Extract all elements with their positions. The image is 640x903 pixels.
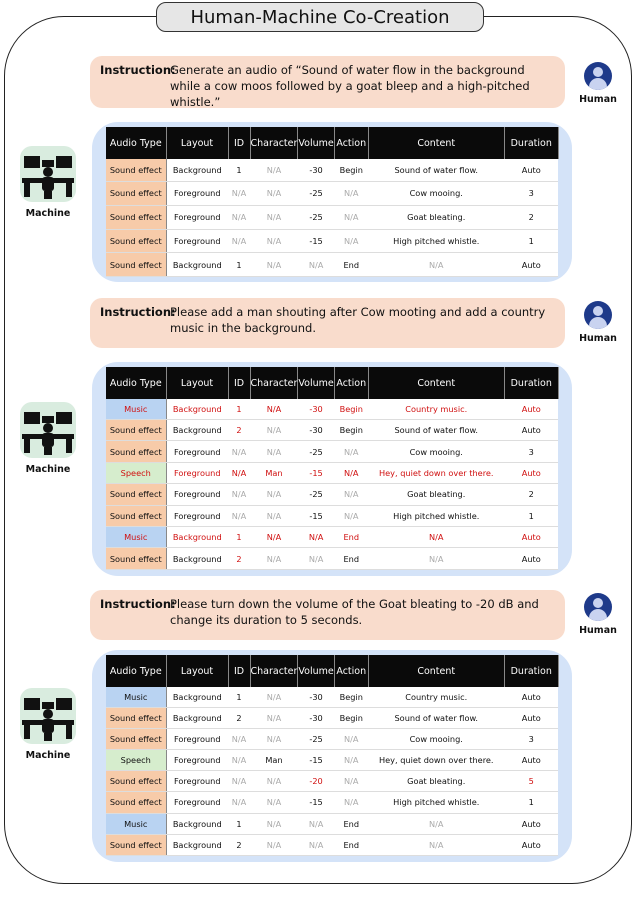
volume-cell: N/A — [298, 834, 334, 855]
action-cell: N/A — [334, 441, 368, 462]
header-content: Content — [368, 655, 504, 687]
layout-cell: Foreground — [166, 441, 228, 462]
table-row — [106, 229, 558, 253]
layout-cell: Background — [166, 399, 228, 419]
content-cell: Cow mooing. — [368, 728, 504, 749]
audio-type-cell: Sound effect — [106, 707, 166, 728]
audio-type-cell: Sound effect — [106, 484, 166, 505]
character-cell: N/A — [250, 205, 298, 229]
character-cell: Man — [250, 462, 298, 483]
duration-cell: Auto — [504, 159, 558, 182]
id-cell: N/A — [228, 205, 250, 229]
id-cell: N/A — [228, 229, 250, 253]
human-icon — [584, 62, 612, 90]
audio-type-cell: Sound effect — [106, 728, 166, 749]
content-cell: N/A — [368, 253, 504, 277]
character-cell: N/A — [250, 419, 298, 440]
header-layout: Layout — [166, 127, 228, 159]
machine-label: Machine — [25, 750, 71, 761]
machine-icon — [20, 146, 76, 202]
content-cell: N/A — [368, 834, 504, 855]
header-action: Action — [334, 655, 368, 687]
content-cell: Goat bleating. — [368, 205, 504, 229]
table-row — [106, 419, 558, 440]
header-audio-type: Audio Type — [106, 367, 166, 399]
machine-1 — [18, 146, 78, 219]
duration-cell: 1 — [504, 229, 558, 253]
machine-label: Machine — [25, 208, 71, 219]
content-cell: High pitched whistle. — [368, 505, 504, 526]
human-1 — [578, 62, 618, 105]
volume-cell: -15 — [298, 792, 334, 813]
header-audio-type: Audio Type — [106, 127, 166, 159]
table-row — [106, 771, 558, 792]
duration-cell: Auto — [504, 399, 558, 419]
audio-type-cell: Sound effect — [106, 229, 166, 253]
volume-cell: -25 — [298, 182, 334, 206]
human-icon — [584, 301, 612, 329]
volume-cell: N/A — [298, 253, 334, 277]
table-row — [106, 182, 558, 206]
layout-cell: Foreground — [166, 462, 228, 483]
table-row — [106, 548, 558, 570]
action-cell: N/A — [334, 229, 368, 253]
id-cell: 1 — [228, 399, 250, 419]
instruction-text: Please turn down the volume of the Goat bleating to -20 dB and change its duration to 5 seconds. — [170, 597, 539, 627]
audio-type-cell: Sound effect — [106, 505, 166, 526]
volume-cell: N/A — [298, 548, 334, 570]
volume-cell: -30 — [298, 399, 334, 419]
layout-cell: Foreground — [166, 484, 228, 505]
character-cell: N/A — [250, 527, 298, 548]
action-cell: N/A — [334, 462, 368, 483]
layout-cell: Background — [166, 834, 228, 855]
audio-type-cell: Music — [106, 687, 166, 707]
header-id: ID — [228, 127, 250, 159]
content-cell: Country music. — [368, 399, 504, 419]
audio-script-table — [106, 127, 559, 277]
content-cell: Sound of water flow. — [368, 707, 504, 728]
duration-cell: Auto — [504, 750, 558, 771]
volume-cell: -25 — [298, 205, 334, 229]
id-cell: N/A — [228, 484, 250, 505]
volume-cell: -30 — [298, 419, 334, 440]
instruction-label: Instruction: — [100, 305, 176, 319]
duration-cell: 1 — [504, 792, 558, 813]
layout-cell: Background — [166, 159, 228, 182]
character-cell: N/A — [250, 707, 298, 728]
action-cell: End — [334, 527, 368, 548]
audio-type-cell: Speech — [106, 750, 166, 771]
audio-type-cell: Sound effect — [106, 253, 166, 277]
content-cell: Cow mooing. — [368, 441, 504, 462]
character-cell: N/A — [250, 484, 298, 505]
machine-label: Machine — [25, 464, 71, 475]
layout-cell: Foreground — [166, 771, 228, 792]
id-cell: 1 — [228, 687, 250, 707]
machine-icon — [20, 402, 76, 458]
instruction-text: Generate an audio of “Sound of water flow in the background while a cow moos followed by a goat bleep and a high-pitched whistle.” — [170, 63, 530, 109]
table-row — [106, 792, 558, 813]
table-row — [106, 441, 558, 462]
action-cell: Begin — [334, 399, 368, 419]
duration-cell: Auto — [504, 813, 558, 834]
duration-cell: Auto — [504, 687, 558, 707]
audio-type-cell: Music — [106, 813, 166, 834]
header-id: ID — [228, 655, 250, 687]
id-cell: N/A — [228, 750, 250, 771]
header-character: Character — [250, 127, 298, 159]
duration-cell: 3 — [504, 441, 558, 462]
id-cell: 2 — [228, 548, 250, 570]
layout-cell: Foreground — [166, 229, 228, 253]
instruction-label: Instruction: — [100, 597, 176, 611]
volume-cell: -30 — [298, 707, 334, 728]
character-cell: N/A — [250, 687, 298, 707]
audio-type-cell: Sound effect — [106, 548, 166, 570]
id-cell: 2 — [228, 707, 250, 728]
content-cell: Goat bleating. — [368, 484, 504, 505]
duration-cell: Auto — [504, 527, 558, 548]
id-cell: N/A — [228, 182, 250, 206]
duration-cell: 5 — [504, 771, 558, 792]
table-row — [106, 728, 558, 749]
audio-script-table — [106, 367, 559, 570]
header-volume: Volume — [298, 367, 334, 399]
layout-cell: Foreground — [166, 792, 228, 813]
human-2 — [578, 301, 618, 344]
content-cell: N/A — [368, 548, 504, 570]
duration-cell: 3 — [504, 728, 558, 749]
layout-cell: Foreground — [166, 205, 228, 229]
character-cell: N/A — [250, 505, 298, 526]
table-row — [106, 750, 558, 771]
header-row — [106, 127, 558, 159]
id-cell: 1 — [228, 813, 250, 834]
action-cell: N/A — [334, 484, 368, 505]
volume-cell: N/A — [298, 813, 334, 834]
audio-script-table — [106, 655, 559, 856]
id-cell: 1 — [228, 253, 250, 277]
action-cell: N/A — [334, 792, 368, 813]
action-cell: Begin — [334, 419, 368, 440]
table-row — [106, 399, 558, 419]
instruction-label: Instruction: — [100, 63, 176, 77]
volume-cell: -25 — [298, 728, 334, 749]
character-cell: N/A — [250, 834, 298, 855]
action-cell: N/A — [334, 505, 368, 526]
duration-cell: Auto — [504, 462, 558, 483]
header-row — [106, 655, 558, 687]
instruction-1 — [90, 56, 565, 108]
duration-cell: 1 — [504, 505, 558, 526]
character-cell: N/A — [250, 548, 298, 570]
table-panel-3 — [92, 650, 572, 862]
table-row — [106, 527, 558, 548]
duration-cell: Auto — [504, 548, 558, 570]
id-cell: 1 — [228, 159, 250, 182]
header-action: Action — [334, 367, 368, 399]
id-cell: N/A — [228, 505, 250, 526]
layout-cell: Background — [166, 527, 228, 548]
instruction-3 — [90, 590, 565, 640]
volume-cell: -15 — [298, 229, 334, 253]
table-row — [106, 505, 558, 526]
volume-cell: -30 — [298, 159, 334, 182]
duration-cell: 2 — [504, 205, 558, 229]
audio-type-cell: Sound effect — [106, 834, 166, 855]
action-cell: N/A — [334, 750, 368, 771]
layout-cell: Foreground — [166, 505, 228, 526]
audio-type-cell: Sound effect — [106, 419, 166, 440]
action-cell: End — [334, 253, 368, 277]
character-cell: N/A — [250, 253, 298, 277]
action-cell: End — [334, 548, 368, 570]
header-layout: Layout — [166, 655, 228, 687]
audio-type-cell: Music — [106, 399, 166, 419]
audio-type-cell: Sound effect — [106, 792, 166, 813]
header-character: Character — [250, 367, 298, 399]
duration-cell: 3 — [504, 182, 558, 206]
layout-cell: Background — [166, 813, 228, 834]
content-cell: High pitched whistle. — [368, 792, 504, 813]
action-cell: Begin — [334, 707, 368, 728]
header-duration: Duration — [504, 367, 558, 399]
header-duration: Duration — [504, 655, 558, 687]
id-cell: N/A — [228, 462, 250, 483]
content-cell: N/A — [368, 813, 504, 834]
action-cell: N/A — [334, 205, 368, 229]
human-3 — [578, 593, 618, 636]
human-label: Human — [579, 94, 617, 105]
volume-cell: -15 — [298, 505, 334, 526]
table-row — [106, 687, 558, 707]
audio-type-cell: Sound effect — [106, 441, 166, 462]
character-cell: N/A — [250, 159, 298, 182]
content-cell: High pitched whistle. — [368, 229, 504, 253]
instruction-2 — [90, 298, 565, 348]
character-cell: N/A — [250, 792, 298, 813]
audio-type-cell: Sound effect — [106, 771, 166, 792]
volume-cell: -30 — [298, 687, 334, 707]
action-cell: N/A — [334, 771, 368, 792]
machine-3 — [18, 688, 78, 761]
audio-type-cell: Speech — [106, 462, 166, 483]
character-cell: N/A — [250, 728, 298, 749]
content-cell: Country music. — [368, 687, 504, 707]
character-cell: N/A — [250, 813, 298, 834]
header-id: ID — [228, 367, 250, 399]
header-volume: Volume — [298, 127, 334, 159]
id-cell: 2 — [228, 419, 250, 440]
layout-cell: Background — [166, 687, 228, 707]
content-cell: Goat bleating. — [368, 771, 504, 792]
volume-cell: -15 — [298, 462, 334, 483]
content-cell: Hey, quiet down over there. — [368, 750, 504, 771]
character-cell: N/A — [250, 441, 298, 462]
table-row — [106, 813, 558, 834]
table-row — [106, 253, 558, 277]
table-row — [106, 707, 558, 728]
table-row — [106, 159, 558, 182]
action-cell: End — [334, 834, 368, 855]
action-cell: Begin — [334, 687, 368, 707]
action-cell: N/A — [334, 182, 368, 206]
header-action: Action — [334, 127, 368, 159]
table-row — [106, 834, 558, 855]
layout-cell: Background — [166, 707, 228, 728]
content-cell: N/A — [368, 527, 504, 548]
duration-cell: Auto — [504, 707, 558, 728]
table-panel-1 — [92, 122, 572, 282]
table-row — [106, 484, 558, 505]
human-icon — [584, 593, 612, 621]
layout-cell: Foreground — [166, 728, 228, 749]
id-cell: N/A — [228, 728, 250, 749]
character-cell: N/A — [250, 229, 298, 253]
volume-cell: N/A — [298, 527, 334, 548]
header-content: Content — [368, 367, 504, 399]
layout-cell: Foreground — [166, 750, 228, 771]
duration-cell: Auto — [504, 253, 558, 277]
character-cell: Man — [250, 750, 298, 771]
header-content: Content — [368, 127, 504, 159]
human-label: Human — [579, 625, 617, 636]
character-cell: N/A — [250, 399, 298, 419]
machine-2 — [18, 402, 78, 475]
id-cell: N/A — [228, 792, 250, 813]
character-cell: N/A — [250, 771, 298, 792]
table-row — [106, 205, 558, 229]
action-cell: End — [334, 813, 368, 834]
header-duration: Duration — [504, 127, 558, 159]
id-cell: N/A — [228, 441, 250, 462]
duration-cell: Auto — [504, 419, 558, 440]
audio-type-cell: Sound effect — [106, 159, 166, 182]
content-cell: Sound of water flow. — [368, 419, 504, 440]
layout-cell: Background — [166, 253, 228, 277]
content-cell: Sound of water flow. — [368, 159, 504, 182]
id-cell: N/A — [228, 771, 250, 792]
character-cell: N/A — [250, 182, 298, 206]
layout-cell: Foreground — [166, 182, 228, 206]
id-cell: 1 — [228, 527, 250, 548]
header-volume: Volume — [298, 655, 334, 687]
action-cell: N/A — [334, 728, 368, 749]
content-cell: Hey, quiet down over there. — [368, 462, 504, 483]
volume-cell: -20 — [298, 771, 334, 792]
instruction-text: Please add a man shouting after Cow mooting and add a country music in the background. — [170, 305, 546, 335]
content-cell: Cow mooing. — [368, 182, 504, 206]
volume-cell: -25 — [298, 441, 334, 462]
layout-cell: Background — [166, 419, 228, 440]
volume-cell: -15 — [298, 750, 334, 771]
layout-cell: Background — [166, 548, 228, 570]
duration-cell: 2 — [504, 484, 558, 505]
header-row — [106, 367, 558, 399]
audio-type-cell: Sound effect — [106, 205, 166, 229]
figure-title: Human-Machine Co-Creation — [156, 2, 484, 32]
table-panel-2 — [92, 362, 572, 576]
action-cell: Begin — [334, 159, 368, 182]
header-audio-type: Audio Type — [106, 655, 166, 687]
header-character: Character — [250, 655, 298, 687]
duration-cell: Auto — [504, 834, 558, 855]
human-label: Human — [579, 333, 617, 344]
volume-cell: -25 — [298, 484, 334, 505]
audio-type-cell: Sound effect — [106, 182, 166, 206]
audio-type-cell: Music — [106, 527, 166, 548]
id-cell: 2 — [228, 834, 250, 855]
table-row — [106, 462, 558, 483]
machine-icon — [20, 688, 76, 744]
header-layout: Layout — [166, 367, 228, 399]
